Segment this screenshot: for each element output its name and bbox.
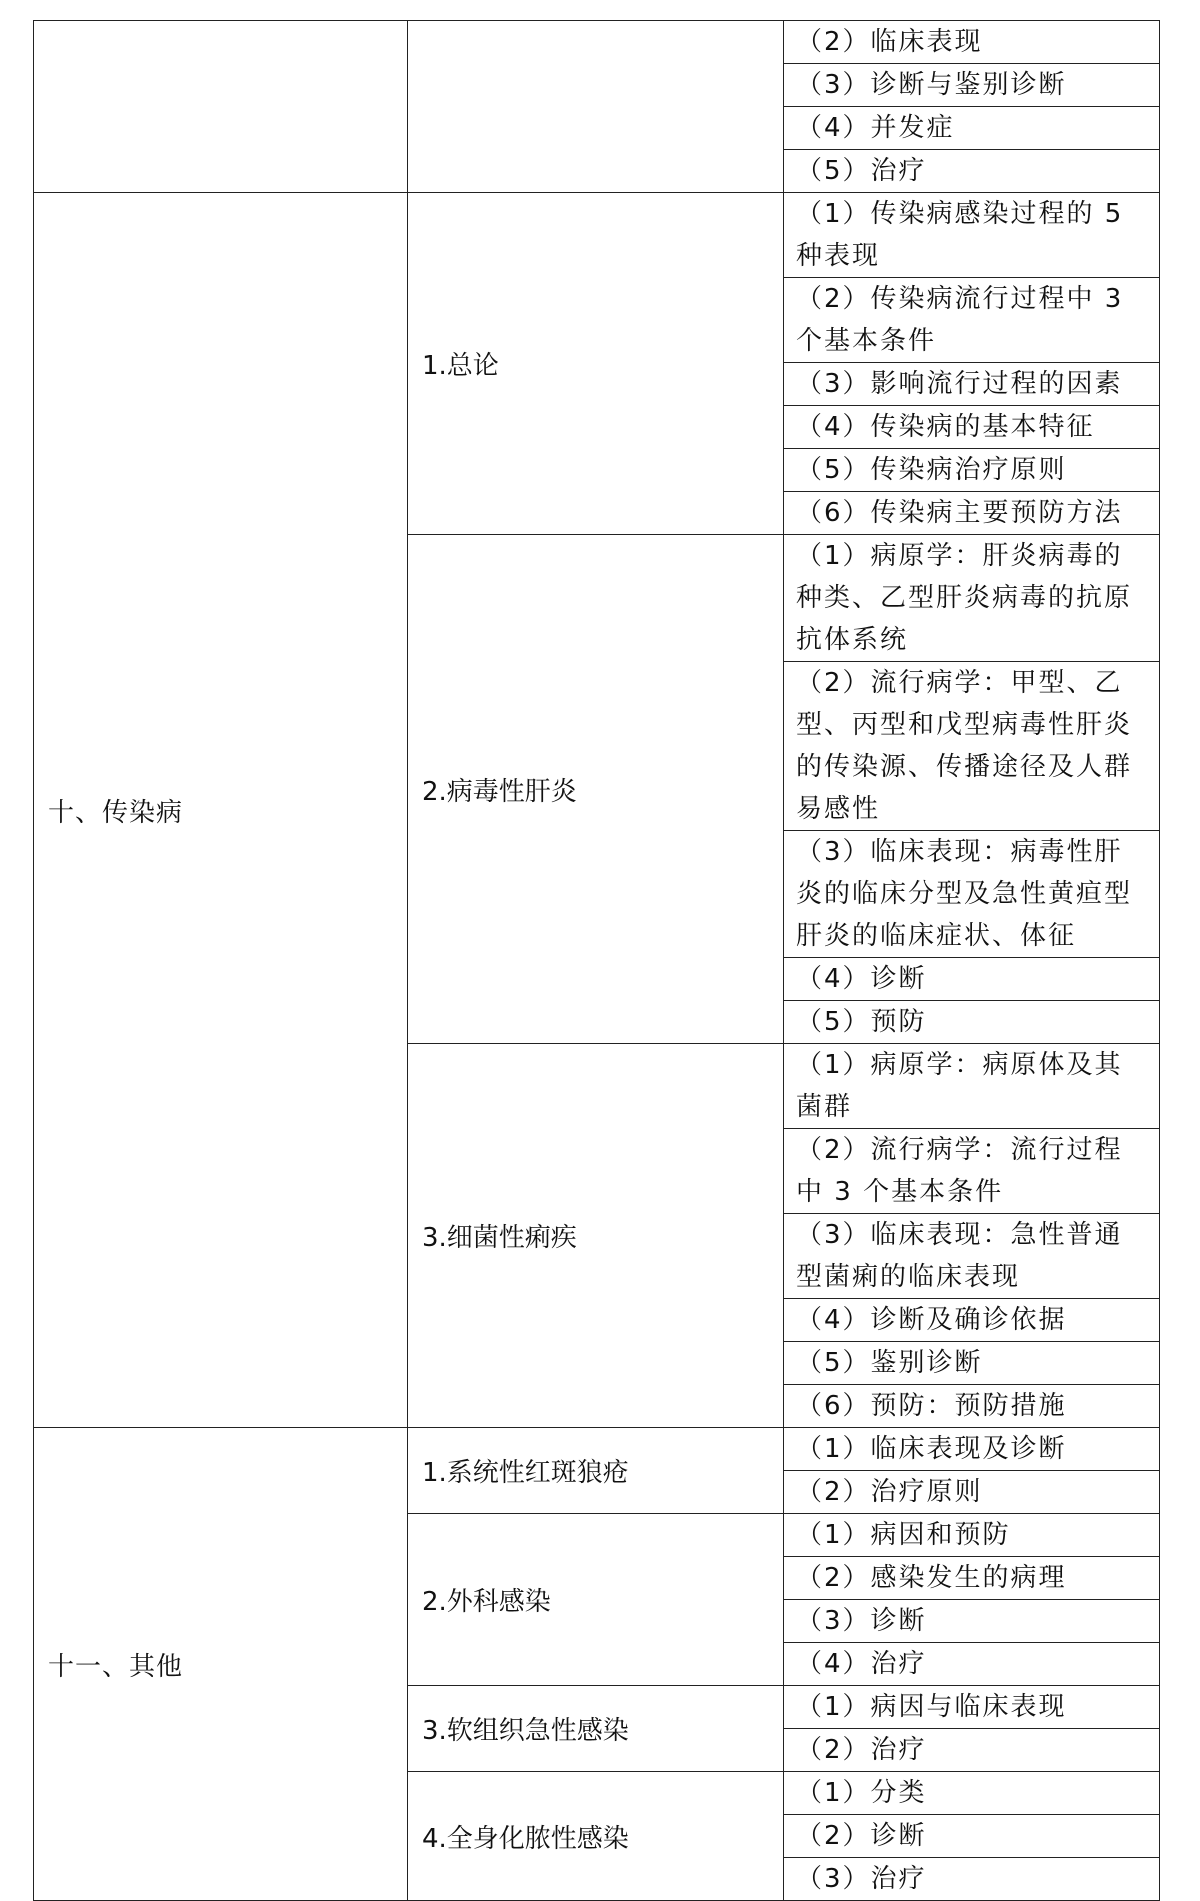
section-cell: 4.全身化脓性感染 [408, 1772, 784, 1901]
chapter-cell: 十一、其他 [34, 1428, 408, 1901]
point-cell: （2）流行病学：甲型、乙型、丙型和戊型病毒性肝炎的传染源、传播途径及人群易感性 [784, 662, 1160, 831]
point-cell: （4）诊断 [784, 958, 1160, 1001]
point-cell: （3）影响流行过程的因素 [784, 363, 1160, 406]
table-row [34, 1428, 1160, 1471]
point-cell: （4）治疗 [784, 1643, 1160, 1686]
point-cell: （2）临床表现 [784, 21, 1160, 64]
table-row [34, 193, 1160, 278]
point-cell: （1）病原学：病原体及其菌群 [784, 1044, 1160, 1129]
point-cell: （3）临床表现：急性普通型菌痢的临床表现 [784, 1214, 1160, 1299]
point-cell: （4）并发症 [784, 107, 1160, 150]
point-cell: （5）治疗 [784, 150, 1160, 193]
point-cell: （4）诊断及确诊依据 [784, 1299, 1160, 1342]
section-cell [408, 21, 784, 193]
section-cell: 1.总论 [408, 193, 784, 535]
point-cell: （1）传染病感染过程的 5 种表现 [784, 193, 1160, 278]
section-cell: 2.外科感染 [408, 1514, 784, 1686]
point-cell: （6）预防：预防措施 [784, 1385, 1160, 1428]
chapter-cell [34, 21, 408, 193]
point-cell: （1）病因与临床表现 [784, 1686, 1160, 1729]
point-cell: （1）病因和预防 [784, 1514, 1160, 1557]
point-cell: （3）诊断与鉴别诊断 [784, 64, 1160, 107]
section-cell: 2.病毒性肝炎 [408, 535, 784, 1044]
section-cell: 1.系统性红斑狼疮 [408, 1428, 784, 1514]
point-cell: （2）诊断 [784, 1815, 1160, 1858]
table-row [34, 21, 1160, 64]
section-cell: 3.软组织急性感染 [408, 1686, 784, 1772]
point-cell: （4）传染病的基本特征 [784, 406, 1160, 449]
point-cell: （3）治疗 [784, 1858, 1160, 1901]
point-cell: （1）临床表现及诊断 [784, 1428, 1160, 1471]
point-cell: （2）传染病流行过程中 3 个基本条件 [784, 278, 1160, 363]
point-cell: （1）病原学：肝炎病毒的种类、乙型肝炎病毒的抗原抗体系统 [784, 535, 1160, 662]
point-cell: （2）感染发生的病理 [784, 1557, 1160, 1600]
point-cell: （5）预防 [784, 1001, 1160, 1044]
point-cell: （6）传染病主要预防方法 [784, 492, 1160, 535]
point-cell: （3）诊断 [784, 1600, 1160, 1643]
point-cell: （1）分类 [784, 1772, 1160, 1815]
section-cell: 3.细菌性痢疾 [408, 1044, 784, 1428]
point-cell: （2）流行病学：流行过程中 3 个基本条件 [784, 1129, 1160, 1214]
point-cell: （3）临床表现：病毒性肝炎的临床分型及急性黄疸型肝炎的临床症状、体征 [784, 831, 1160, 958]
syllabus-table [33, 20, 1160, 1901]
point-cell: （2）治疗原则 [784, 1471, 1160, 1514]
point-cell: （5）鉴别诊断 [784, 1342, 1160, 1385]
point-cell: （5）传染病治疗原则 [784, 449, 1160, 492]
chapter-cell: 十、传染病 [34, 193, 408, 1428]
point-cell: （2）治疗 [784, 1729, 1160, 1772]
